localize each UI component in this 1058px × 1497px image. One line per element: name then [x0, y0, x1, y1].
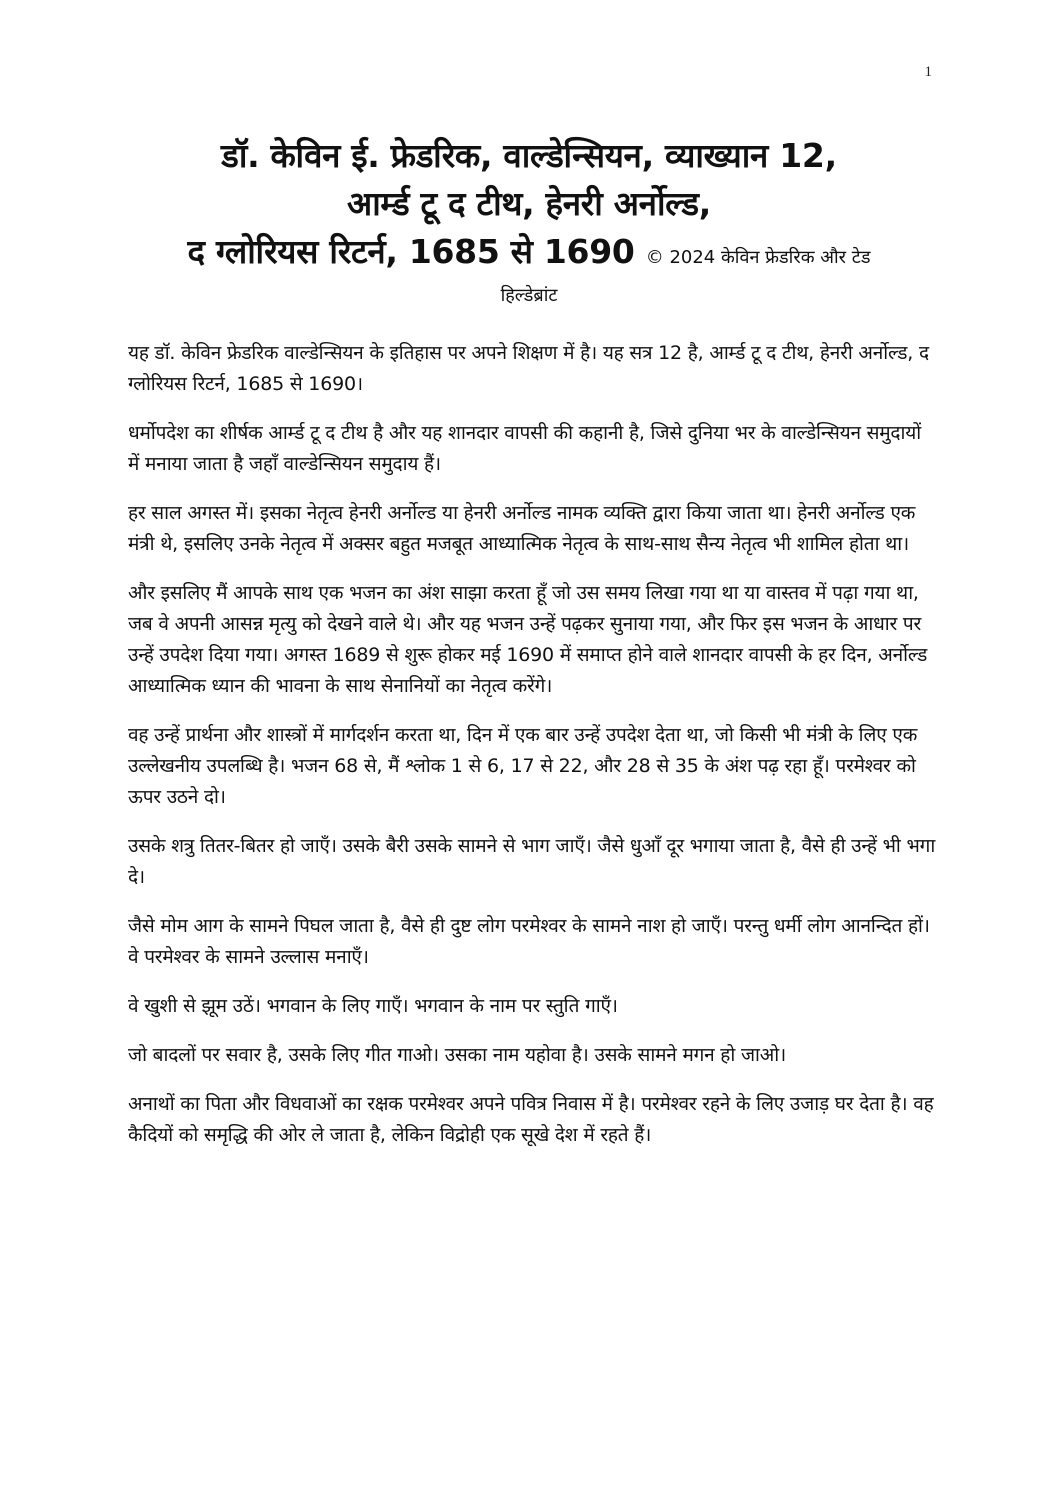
title-line-3 — [100, 228, 958, 282]
paragraph-6: उसके शत्रु तितर-बितर हो जाएँ। उसके बैरी उसके सामने से भाग जाएँ। जैसे धुआँ दूर भगाया जाता है, वैसे ही उन्हें भी भगा दे। — [128, 835, 936, 888]
title-line-3-text: द ग्लोरियस रिटर्न, 1685 से 1690 — [187, 232, 635, 271]
document-title — [100, 132, 958, 310]
paragraph-7: जैसे मोम आग के सामने पिघल जाता है, वैसे ही दुष्ट लोग परमेश्वर के सामने नाश हो जाएँ। परन्तु धर्मी लोग आनन्दित हों। वे परमेश्वर के सामने उल्लास मनाएँ। — [128, 915, 930, 968]
document-body — [128, 338, 936, 1169]
paragraph-3: हर साल अगस्त में। इसका नेतृत्व हेनरी अर्नोल्ड या हेनरी अर्नोल्ड नामक व्यक्ति द्वारा किया जाता था। हेनरी अर्नोल्ड एक मंत्री थे, इसलिए उनके नेतृत्व में अक्सर बहुत मजबूत आध्यात्मिक नेतृत्व के साथ-साथ सैन्य नेतृत्व भी शामिल होता था। — [128, 502, 916, 555]
title-line-1: डॉ. केविन ई. फ्रेडरिक, वाल्डेन्सियन, व्याख्यान 12, — [221, 136, 837, 175]
paragraph-8: वे खुशी से झूम उठें। भगवान के लिए गाएँ। भगवान के नाम पर स्तुति गाएँ। — [128, 995, 618, 1017]
paragraph-9: जो बादलों पर सवार है, उसके लिए गीत गाओ। उसका नाम यहोवा है। उसके सामने मगन हो जाओ। — [128, 1044, 787, 1066]
page-number: 1 — [924, 64, 932, 80]
paragraph-2: धर्मोपदेश का शीर्षक आर्म्ड टू द टीथ है और यह शानदार वापसी की कहानी है, जिसे दुनिया भर के वाल्डेन्सियन समुदायों में मनाया जाता है जहाँ वाल्डेन्सियन समुदाय हैं। — [128, 422, 921, 475]
title-line-2: आर्म्ड टू द टीथ, हेनरी अर्नोल्ड, — [347, 184, 711, 223]
paragraph-5: वह उन्हें प्रार्थना और शास्त्रों में मार्गदर्शन करता था, दिन में एक बार उन्हें उपदेश देता था, जो किसी भी मंत्री के लिए एक उल्लेखनीय उपलब्धि है। भजन 68 से, मैं श्लोक 1 से 6, 17 से 22, और 28 से 35 के अंश पढ़ रहा हूँ। परमेश्वर को ऊपर उठने दो। — [128, 724, 918, 808]
copyright-notice-continued: हिल्डेब्रांट — [500, 285, 558, 306]
paragraph-1: यह डॉ. केविन फ्रेडरिक वाल्डेन्सियन के इतिहास पर अपने शिक्षण में है। यह सत्र 12 है, आर्म्ड टू द टीथ, हेनरी अर्नोल्ड, द ग्लोरियस रिटर्न, 1685 से 1690। — [128, 342, 929, 395]
copyright-notice: © 2024 केविन फ्रेडरिक और टेड — [645, 247, 871, 268]
paragraph-10: अनाथों का पिता और विधवाओं का रक्षक परमेश्वर अपने पवित्र निवास में है। परमेश्वर रहने के लिए उजाड़ घर देता है। वह कैदियों को समृद्धि की ओर ले जाता है, लेकिन विद्रोही एक सूखे देश में रहते हैं। — [128, 1093, 934, 1146]
paragraph-4: और इसलिए मैं आपके साथ एक भजन का अंश साझा करता हूँ जो उस समय लिखा गया था या वास्तव में पढ़ा गया था, जब वे अपनी आसन्न मृत्यु को देखने वाले थे। और यह भजन उन्हें पढ़कर सुनाया गया, और फिर इस भजन के आधार पर उन्हें उपदेश दिया गया। अगस्त 1689 से शुरू होकर मई 1690 में समाप्त होने वाले शानदार वापसी के हर दिन, अर्नोल्ड आध्यात्मिक ध्यान की भावना के साथ सेनानियों का नेतृत्व करेंगे। — [128, 582, 928, 697]
